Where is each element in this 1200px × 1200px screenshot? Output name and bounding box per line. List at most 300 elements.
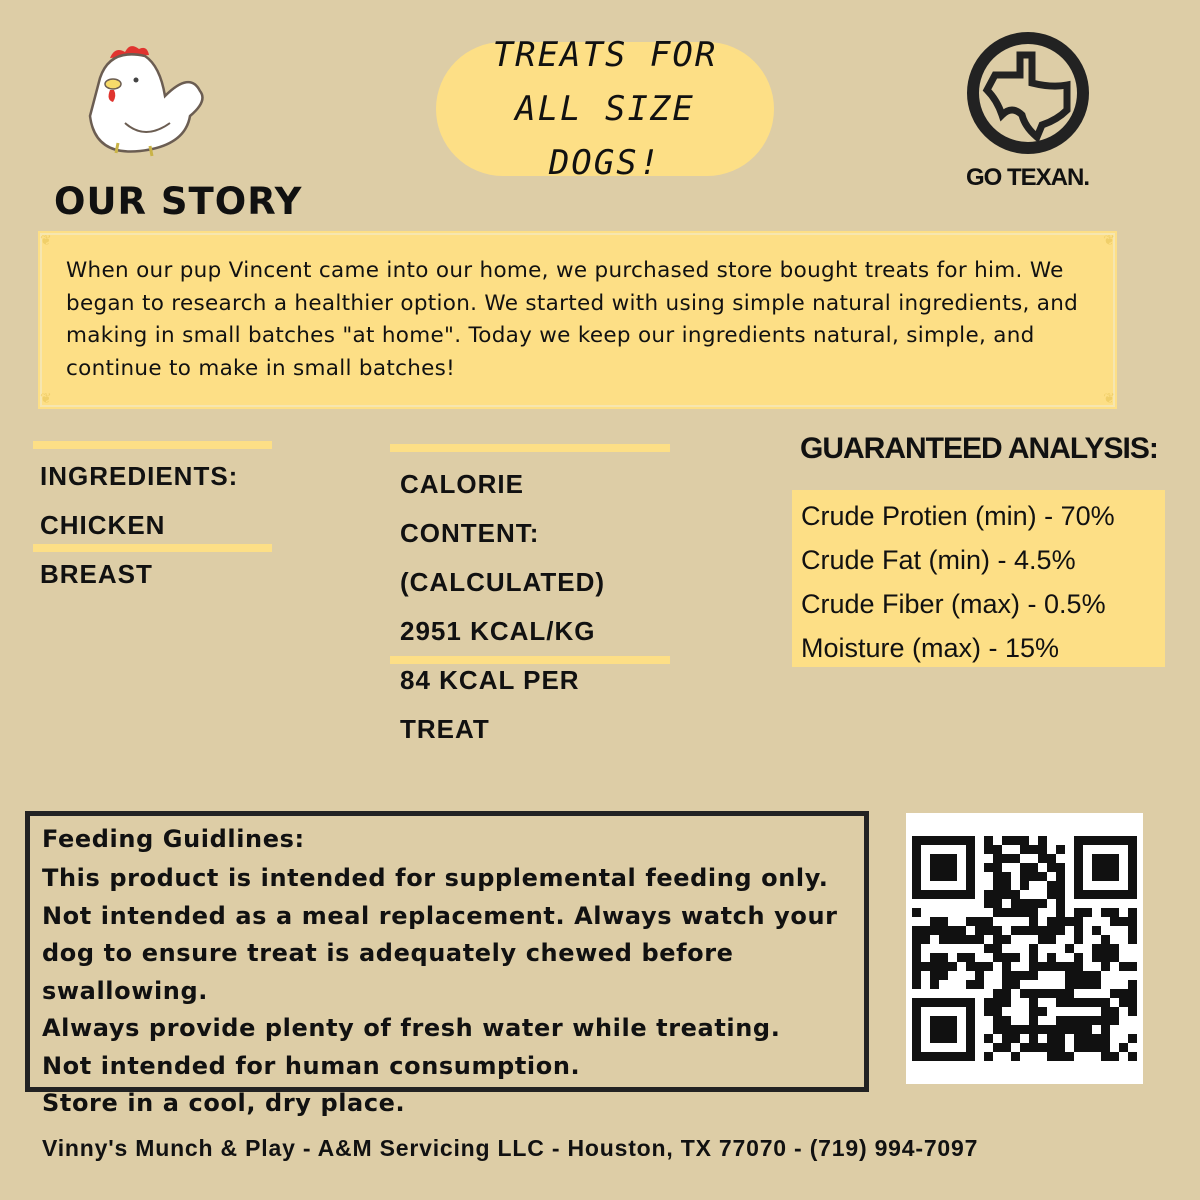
qr-module [1092,872,1101,881]
qr-module [966,917,975,926]
qr-module [984,998,993,1007]
qr-module [912,1016,921,1025]
qr-module [1056,863,1065,872]
qr-module [1128,845,1137,854]
qr-module [930,1034,939,1043]
qr-module [1128,998,1137,1007]
qr-module [1128,980,1137,989]
qr-module [966,1016,975,1025]
qr-module [948,872,957,881]
qr-module [930,863,939,872]
qr-module [1092,890,1101,899]
qr-module [1101,863,1110,872]
qr-module [966,1043,975,1052]
qr-code[interactable] [906,813,1143,1084]
qr-module [1020,845,1029,854]
qr-module [948,1025,957,1034]
qr-module [1110,1007,1119,1016]
qr-module [1056,1016,1065,1025]
qr-module [1056,962,1065,971]
qr-module [1047,953,1056,962]
qr-module [966,836,975,845]
qr-module [1110,953,1119,962]
qr-module [1101,872,1110,881]
qr-module [966,881,975,890]
qr-module [1047,1052,1056,1061]
qr-module [1038,989,1047,998]
qr-module [912,908,921,917]
qr-module [1074,998,1083,1007]
qr-module [1002,935,1011,944]
qr-module [948,998,957,1007]
qr-module [930,836,939,845]
qr-module [930,980,939,989]
qr-module [939,953,948,962]
qr-module [1056,926,1065,935]
qr-module [1074,935,1083,944]
qr-module [984,845,993,854]
qr-module [1092,863,1101,872]
qr-module [939,935,948,944]
qr-module [1128,872,1137,881]
qr-module [984,944,993,953]
footer-contact: Vinny's Munch & Play - A&M Servicing LLC - Houston, TX 77070 - (719) 994-7097 [42,1135,979,1161]
calorie-line: 84 KCAL PER TREAT [400,665,580,744]
qr-module [1119,962,1128,971]
qr-module [966,1052,975,1061]
qr-module [1047,917,1056,926]
qr-module [1038,899,1047,908]
qr-module [1011,980,1020,989]
qr-module [1119,998,1128,1007]
qr-module [975,980,984,989]
qr-module [993,863,1002,872]
qr-module [1029,971,1038,980]
qr-module [912,836,921,845]
qr-module [1038,1043,1047,1052]
qr-module [930,962,939,971]
qr-module [1038,1007,1047,1016]
story-text: When our pup Vincent came into our home, we purchased store bought treats for him. We began to research a healthier option. We started with using simple natural ingredients, and making in small batches "at home". Today we keep our ingredients natural, simple, and continue to make in small batches! [66,258,1079,381]
qr-module [1029,998,1038,1007]
qr-module [966,962,975,971]
qr-module [1083,908,1092,917]
qr-module [930,917,939,926]
qr-module [975,926,984,935]
qr-module [939,917,948,926]
qr-module [957,953,966,962]
qr-module [993,872,1002,881]
qr-module [1002,998,1011,1007]
qr-module [912,1034,921,1043]
qr-module [957,890,966,899]
qr-module [1110,989,1119,998]
qr-module [1038,926,1047,935]
qr-module [921,890,930,899]
qr-module [1002,1016,1011,1025]
qr-module [1020,989,1029,998]
chicken-illustration [80,38,210,163]
qr-module [1083,1016,1092,1025]
qr-module [975,935,984,944]
qr-module [1101,998,1110,1007]
qr-module [1065,971,1074,980]
corner-ornament-icon: ❦ [1103,233,1115,249]
qr-module [939,1034,948,1043]
qr-module [1110,944,1119,953]
qr-module [1029,962,1038,971]
qr-module [1074,881,1083,890]
qr-module [1002,881,1011,890]
qr-module [1074,953,1083,962]
qr-module [1038,836,1047,845]
qr-module [1101,1016,1110,1025]
qr-module [1119,1043,1128,1052]
qr-module [1128,863,1137,872]
qr-module [1020,1025,1029,1034]
qr-module [1065,1016,1074,1025]
qr-module [1047,1034,1056,1043]
qr-module [1128,836,1137,845]
qr-module [1020,872,1029,881]
qr-module [948,836,957,845]
feeding-guidelines-box [25,811,869,1117]
qr-module [939,863,948,872]
qr-module [1128,926,1137,935]
analysis-item: Crude Fat (min) - 4.5% [801,545,1076,575]
qr-module [1056,1034,1065,1043]
qr-module [984,899,993,908]
qr-module [1002,872,1011,881]
qr-module [1011,926,1020,935]
qr-module [1128,962,1137,971]
qr-module [1083,1025,1092,1034]
qr-module [912,935,921,944]
qr-module [1083,1034,1092,1043]
qr-module [1056,872,1065,881]
qr-module [1020,899,1029,908]
qr-module [1101,854,1110,863]
qr-module [993,908,1002,917]
qr-module [1065,1052,1074,1061]
qr-module [957,998,966,1007]
qr-module [921,926,930,935]
qr-module [957,935,966,944]
qr-module [1128,908,1137,917]
qr-module [1065,980,1074,989]
divider [33,441,272,449]
qr-module [1011,908,1020,917]
qr-module [1074,908,1083,917]
qr-module [1002,1034,1011,1043]
qr-module [1029,944,1038,953]
qr-module [1128,890,1137,899]
qr-module [1011,971,1020,980]
qr-module [1128,917,1137,926]
qr-module [993,944,1002,953]
qr-module [912,944,921,953]
qr-module [1065,989,1074,998]
divider [390,444,670,452]
qr-module [912,1052,921,1061]
qr-module [930,1052,939,1061]
qr-module [1074,890,1083,899]
qr-module [930,854,939,863]
qr-module [1110,854,1119,863]
qr-module [930,971,939,980]
qr-module [993,1025,1002,1034]
qr-module [1101,908,1110,917]
guaranteed-analysis-heading: GUARANTEED ANALYSIS: [800,432,1158,465]
feeding-line: Store in a cool, dry place. [42,1089,406,1117]
qr-module [930,998,939,1007]
ingredients-value: CHICKEN BREAST [40,510,166,589]
analysis-item: Crude Protien (min) - 70% [801,501,1115,531]
qr-module [930,926,939,935]
qr-module [912,872,921,881]
qr-module [1002,962,1011,971]
qr-module [1020,926,1029,935]
qr-module [1074,845,1083,854]
qr-module [1128,989,1137,998]
qr-module [984,926,993,935]
qr-module [948,962,957,971]
qr-module [1038,935,1047,944]
qr-module [1056,1043,1065,1052]
qr-module [1011,854,1020,863]
qr-module [984,1007,993,1016]
feeding-line: This product is intended for supplemental feeding only. Not intended as a meal replacement. Always watch your dog to ensure treat is adequately chewed before swallowing. [42,864,838,1005]
qr-module [912,926,921,935]
qr-module [1092,1034,1101,1043]
go-texan-label: GO TEXAN. [965,164,1089,191]
qr-module [1056,908,1065,917]
qr-module [912,863,921,872]
qr-module [975,971,984,980]
qr-module [957,836,966,845]
qr-module [1002,1025,1011,1034]
qr-module [1074,863,1083,872]
qr-module [1011,953,1020,962]
qr-module [1020,971,1029,980]
analysis-item: Moisture (max) - 15% [801,633,1060,663]
qr-module [966,872,975,881]
qr-module [1020,908,1029,917]
qr-module [1119,989,1128,998]
qr-module [1092,971,1101,980]
calorie-block [400,460,665,754]
qr-module [930,953,939,962]
qr-module [1020,863,1029,872]
qr-module [975,962,984,971]
calorie-line: CALORIE CONTENT: [400,469,540,548]
qr-module [939,1052,948,1061]
qr-module [912,971,921,980]
qr-module [1002,989,1011,998]
qr-module [984,1034,993,1043]
qr-module [966,845,975,854]
qr-module [1119,836,1128,845]
qr-module [1002,908,1011,917]
qr-module [966,980,975,989]
qr-module [1092,998,1101,1007]
qr-module [1029,989,1038,998]
qr-module [1092,836,1101,845]
qr-module [993,1016,1002,1025]
qr-module [1011,890,1020,899]
qr-module [921,962,930,971]
qr-module [993,998,1002,1007]
qr-module [1065,998,1074,1007]
qr-module [1083,980,1092,989]
qr-module [1011,899,1020,908]
qr-module [1110,917,1119,926]
qr-module [939,962,948,971]
qr-module [1074,962,1083,971]
qr-module [1029,845,1038,854]
qr-module [912,845,921,854]
qr-module [1074,917,1083,926]
qr-module [939,1016,948,1025]
qr-module [993,854,1002,863]
qr-module [1101,1043,1110,1052]
qr-module [966,863,975,872]
qr-module [1047,854,1056,863]
qr-module [948,1034,957,1043]
qr-module [930,890,939,899]
qr-module [1110,872,1119,881]
qr-module [948,1052,957,1061]
qr-module [1128,1034,1137,1043]
qr-module [1047,1025,1056,1034]
qr-module [1101,1007,1110,1016]
qr-module [1101,836,1110,845]
qr-module [939,854,948,863]
qr-module [1056,1025,1065,1034]
qr-module [921,836,930,845]
qr-module [1074,872,1083,881]
qr-module [975,917,984,926]
qr-module [1002,854,1011,863]
qr-module [1128,1007,1137,1016]
qr-module [1074,1043,1083,1052]
qr-module [993,926,1002,935]
qr-module [948,863,957,872]
qr-module [1047,881,1056,890]
qr-module [1020,836,1029,845]
qr-module [1029,926,1038,935]
qr-module [984,917,993,926]
qr-module [1074,1034,1083,1043]
qr-module [993,1043,1002,1052]
qr-module [912,1043,921,1052]
qr-module [948,926,957,935]
qr-module [912,881,921,890]
qr-module [993,953,1002,962]
qr-module [1029,917,1038,926]
qr-module [966,998,975,1007]
qr-module [948,1016,957,1025]
qr-module [1128,1052,1137,1061]
qr-module [1011,1025,1020,1034]
qr-module [1110,836,1119,845]
our-story-heading: OUR STORY [54,180,303,223]
qr-module [966,1034,975,1043]
qr-module [1002,836,1011,845]
qr-module [993,899,1002,908]
qr-module [1056,989,1065,998]
qr-module [1083,1043,1092,1052]
qr-module [966,1025,975,1034]
qr-module [1002,953,1011,962]
qr-module [939,890,948,899]
qr-module [993,890,1002,899]
qr-module [948,854,957,863]
qr-module [912,854,921,863]
qr-module [1065,1025,1074,1034]
qr-module [1020,881,1029,890]
qr-module [966,1007,975,1016]
qr-module [1101,953,1110,962]
ingredients-label: INGREDIENTS: [40,461,239,491]
qr-module [1047,890,1056,899]
qr-module [1074,971,1083,980]
qr-module [1056,890,1065,899]
qr-module [939,836,948,845]
qr-module [993,845,1002,854]
qr-module [1047,926,1056,935]
qr-module [966,953,975,962]
qr-module [921,1052,930,1061]
analysis-item: Crude Fiber (max) - 0.5% [801,589,1106,619]
qr-module [1056,881,1065,890]
qr-module [1056,899,1065,908]
qr-module [1029,1025,1038,1034]
qr-module [1065,917,1074,926]
calorie-line: (CALCULATED) [400,567,606,597]
qr-module [912,998,921,1007]
qr-module [1029,1007,1038,1016]
qr-module [1056,845,1065,854]
qr-module [1110,1052,1119,1061]
qr-module [1029,1034,1038,1043]
qr-module [1038,1025,1047,1034]
qr-module [1101,890,1110,899]
qr-module [921,998,930,1007]
qr-module [1038,845,1047,854]
qr-module [966,854,975,863]
qr-module [1092,980,1101,989]
corner-ornament-icon: ❦ [1103,391,1115,407]
qr-module [1047,1043,1056,1052]
qr-module [966,890,975,899]
qr-module [1029,863,1038,872]
qr-module [939,971,948,980]
qr-module [1029,1043,1038,1052]
qr-module [939,1025,948,1034]
qr-module [912,890,921,899]
qr-module [1083,971,1092,980]
qr-module [1011,1034,1020,1043]
qr-module [1074,980,1083,989]
qr-module [948,935,957,944]
qr-module [1011,836,1020,845]
qr-module [984,890,993,899]
qr-module [1128,935,1137,944]
qr-module [1110,1016,1119,1025]
feeding-line: Not intended for human consumption. [42,1051,581,1080]
qr-module [939,926,948,935]
